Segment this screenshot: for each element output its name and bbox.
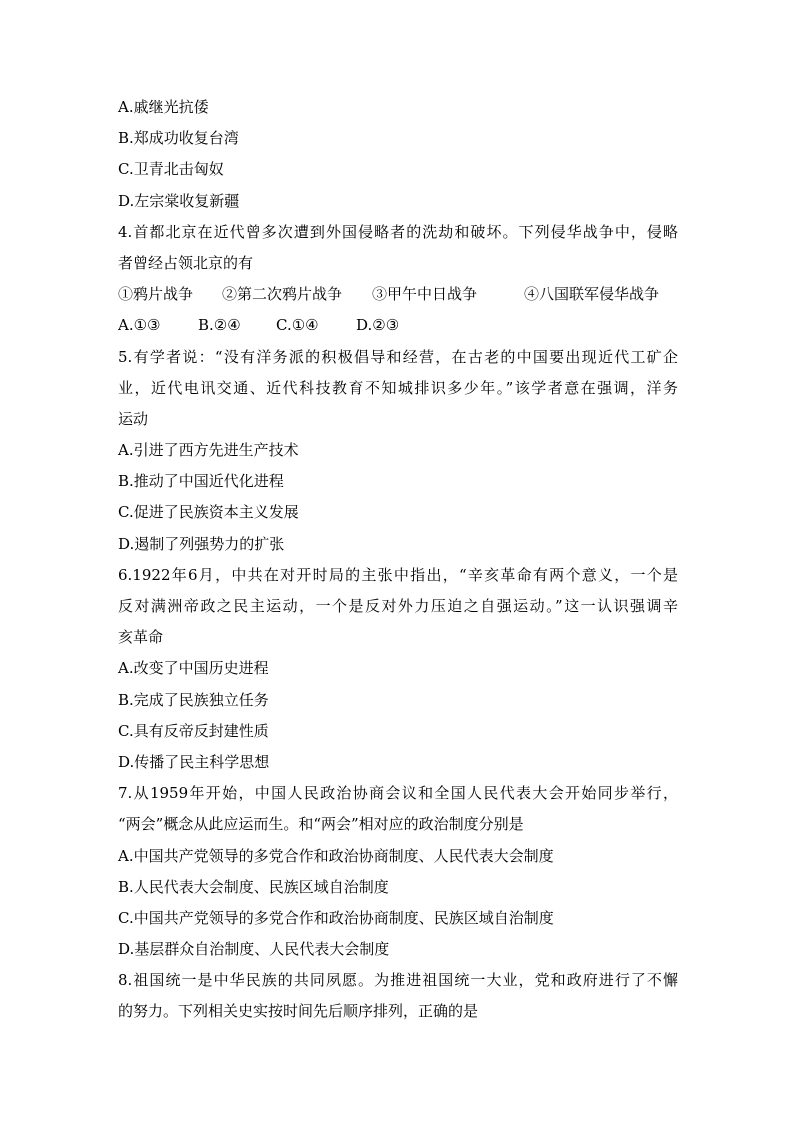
question-6 xyxy=(118,560,678,778)
q7-option-c: C.中国共产党领导的多党合作和政治协商制度、民族区域自治制度 xyxy=(118,908,554,927)
q4-stem-line-2: 者曾经占领北京的有 xyxy=(118,253,254,272)
q3-option-c: C.卫青北击匈奴 xyxy=(118,160,224,179)
question-4 xyxy=(118,217,678,342)
q6-option-d: D.传播了民主科学思想 xyxy=(118,752,270,771)
question-8 xyxy=(118,965,678,1027)
q4-choice-b: B.②④ xyxy=(198,316,241,335)
q4-choice-a: A.①③ xyxy=(118,316,161,335)
q8-stem-line-2: 的努力。下列相关史实按时间先后顺序排列，正确的是 xyxy=(118,1002,479,1021)
question-5 xyxy=(118,342,678,560)
q7-option-d: D.基层群众自治制度、人民代表大会制度 xyxy=(118,940,390,959)
q5-stem-line-1: 5.有学者说：“没有洋务派的积极倡导和经营，在古老的中国要出现近代工矿企 xyxy=(118,347,678,366)
q3-option-a: A.戚继光抗倭 xyxy=(118,98,209,116)
question-7 xyxy=(118,778,678,965)
q4-item-1: ①鸦片战争 xyxy=(118,285,194,304)
q5-option-c: C.促进了民族资本主义发展 xyxy=(118,503,299,522)
q7-stem-line-2: “两会”概念从此应运而生。和“两会”相对应的政治制度分别是 xyxy=(118,815,524,834)
q4-choice-d: D.②③ xyxy=(356,316,400,335)
q4-items-row xyxy=(118,279,678,310)
q6-option-a: A.改变了中国历史进程 xyxy=(118,659,269,678)
q4-stem-line-1: 4.首都北京在近代曾多次遭到外国侵略者的洗劫和破坏。下列侵华战争中，侵略 xyxy=(118,222,678,241)
q7-option-a: A.中国共产党领导的多党合作和政治协商制度、人民代表大会制度 xyxy=(118,846,554,865)
q3-option-d: D.左宗棠收复新疆 xyxy=(118,191,240,210)
q5-stem-line-2: 业，近代电讯交通、近代科技教育不知城排识多少年。”该学者意在强调，洋务 xyxy=(118,378,678,397)
exam-page xyxy=(118,92,678,1028)
q7-option-b: B.人民代表大会制度、民族区域自治制度 xyxy=(118,877,389,896)
q7-stem-line-1: 7.从1959年开始，中国人民政治协商会议和全国人民代表大会开始同步举行， xyxy=(118,784,678,803)
question-3-options xyxy=(118,92,678,217)
q4-item-4: ④八国联军侵华战争 xyxy=(524,285,660,304)
q5-stem-line-3: 运动 xyxy=(118,409,149,428)
q6-stem-line-1: 6.1922年6月，中共在对开时局的主张中指出，“辛亥革命有两个意义，一个是 xyxy=(118,565,678,584)
q6-option-c: C.具有反帝反封建性质 xyxy=(118,721,269,740)
q8-stem-line-1: 8.祖国统一是中华民族的共同夙愿。为推进祖国统一大业，党和政府进行了不懈 xyxy=(118,971,678,990)
q6-option-b: B.完成了民族独立任务 xyxy=(118,690,269,709)
q5-option-b: B.推动了中国近代化进程 xyxy=(118,472,284,491)
q6-stem-line-3: 亥革命 xyxy=(118,628,164,647)
q3-option-b: B.郑成功收复台湾 xyxy=(118,129,239,148)
q6-stem-line-2: 反对满洲帝政之民主运动，一个是反对外力压迫之自强运动。”这一认识强调辛 xyxy=(118,597,678,615)
q4-item-3: ③甲午中日战争 xyxy=(372,285,478,304)
q5-option-a: A.引进了西方先进生产技术 xyxy=(118,441,299,460)
q4-choices-row xyxy=(118,310,678,341)
q4-choice-c: C.①④ xyxy=(276,316,319,335)
q5-option-d: D.遏制了列强势力的扩张 xyxy=(118,534,285,553)
q4-item-2: ②第二次鸦片战争 xyxy=(222,285,343,304)
